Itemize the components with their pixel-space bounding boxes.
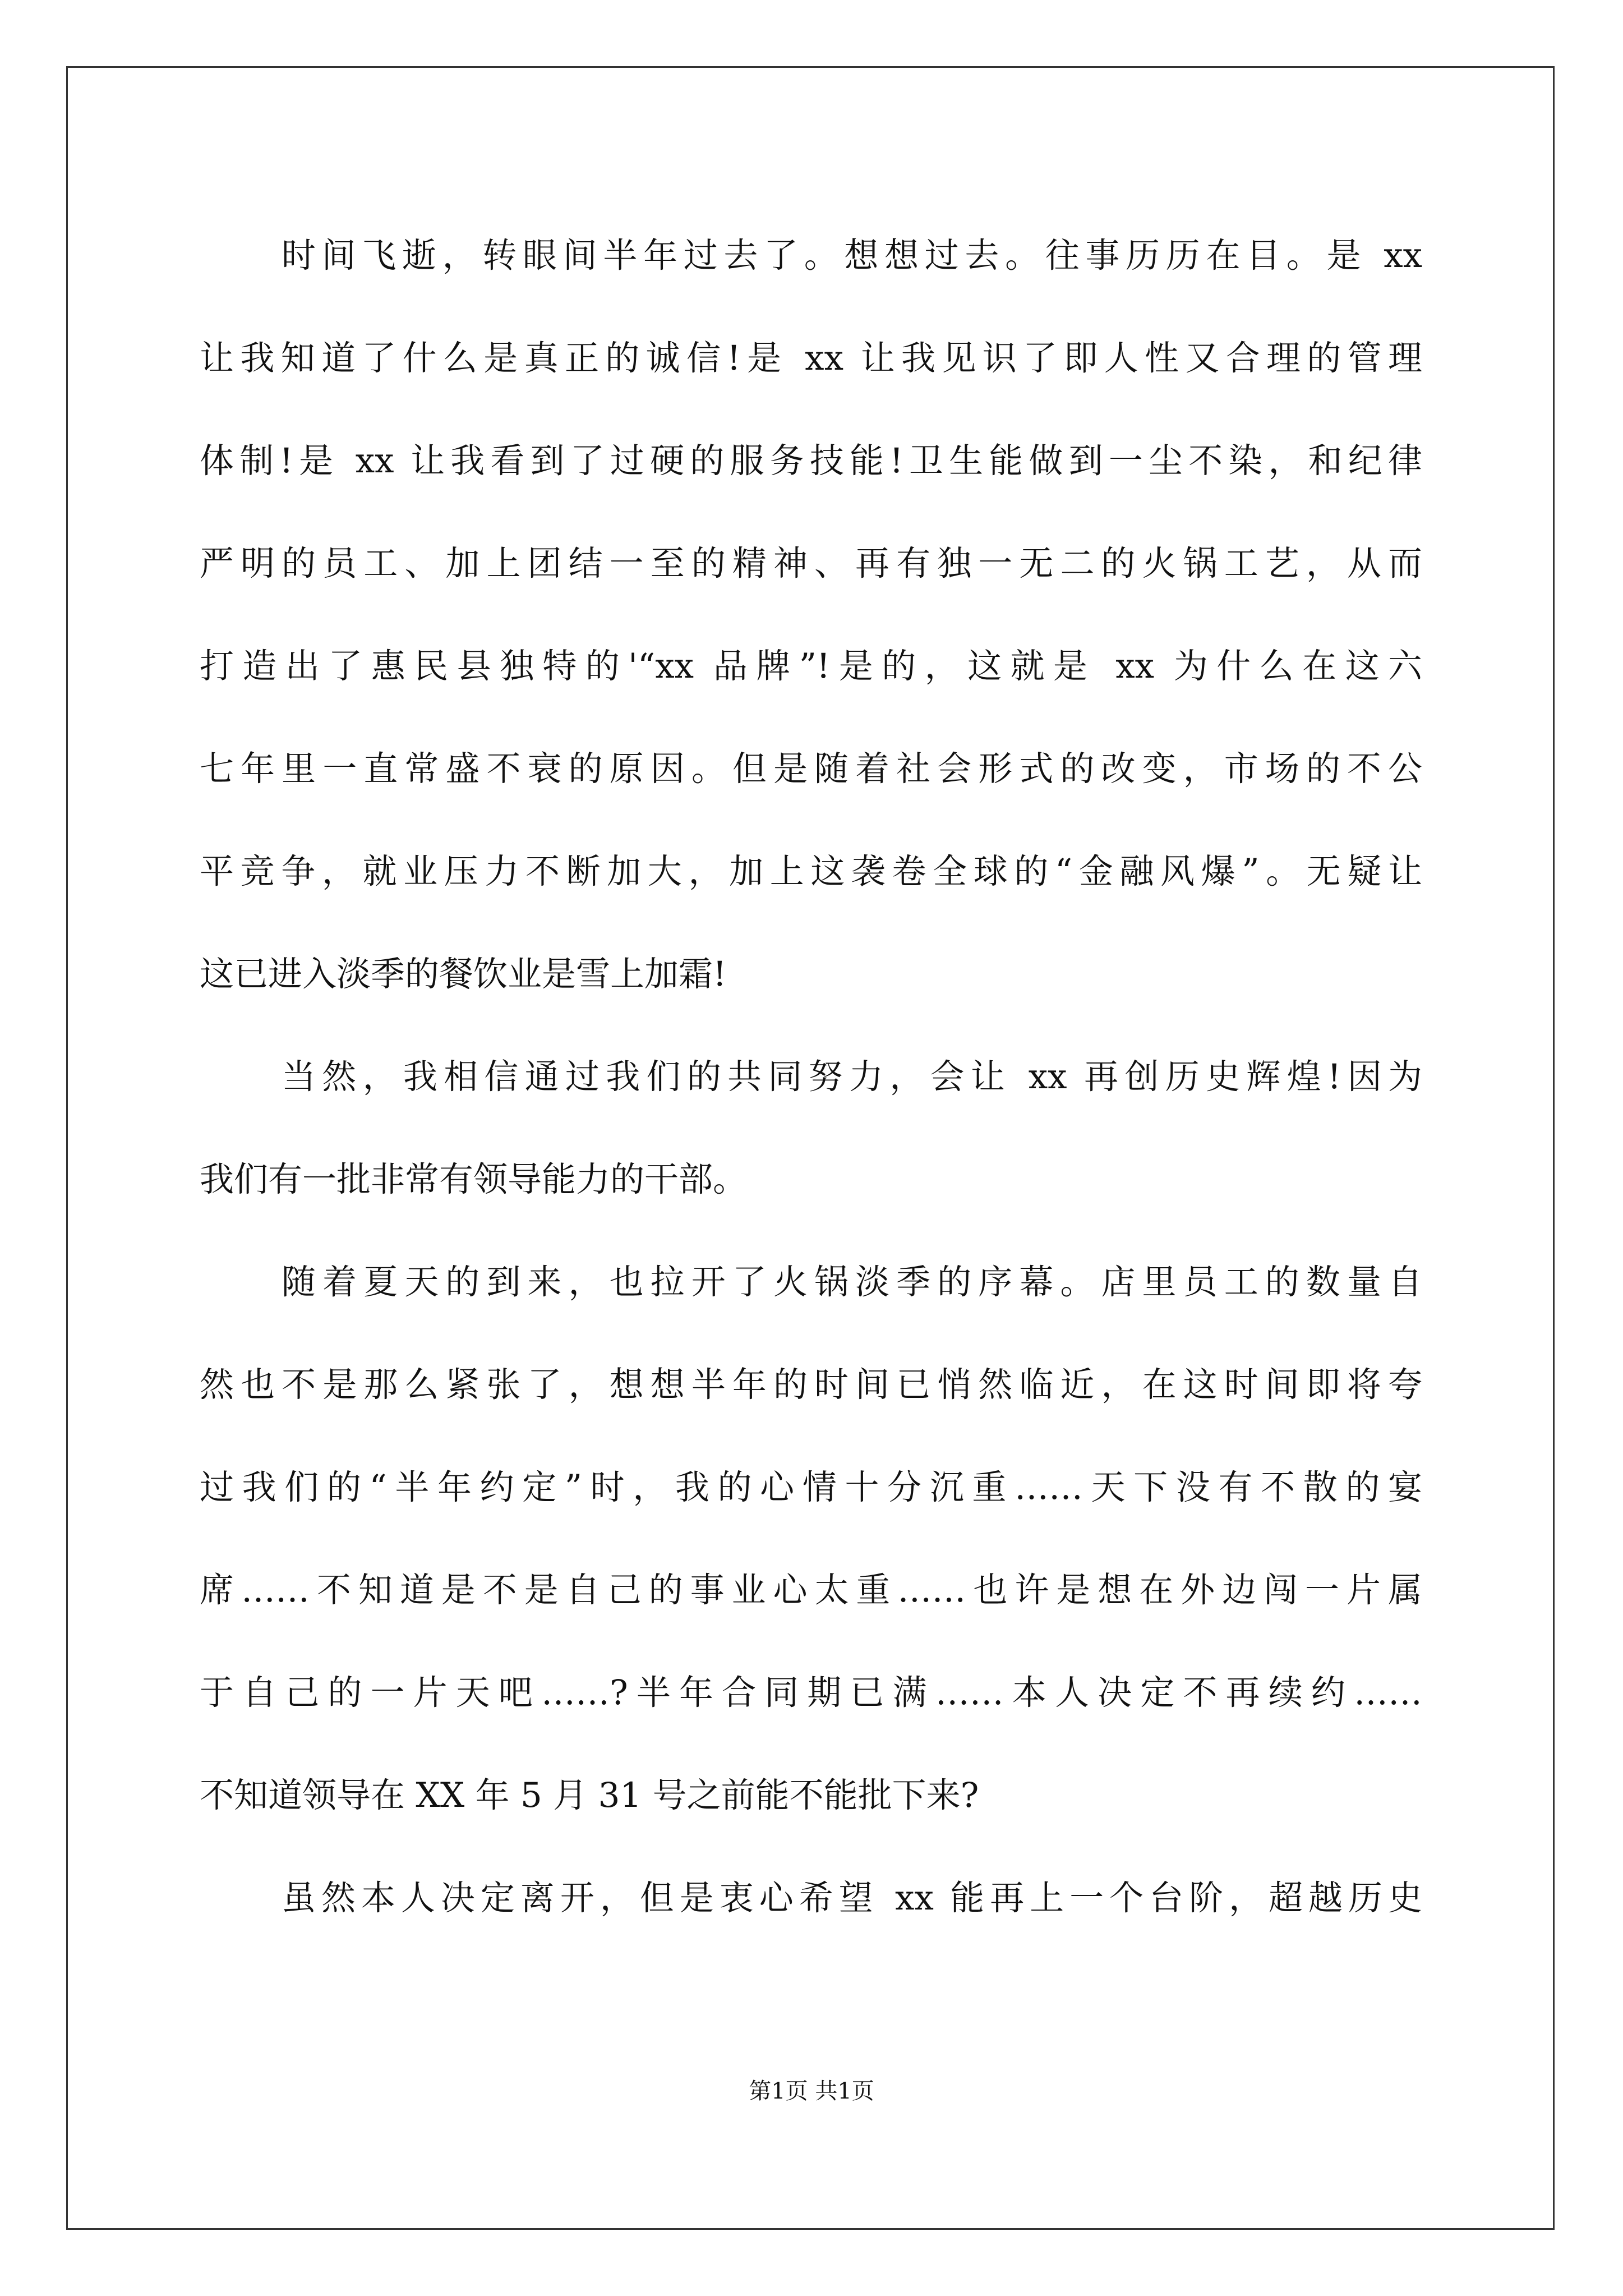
- paragraph-3-line-5: 于自己的一片天吧……?半年合同期已满……本人决定不再续约……: [200, 1673, 1422, 1713]
- paragraph-2-line-1: 当然，我相信通过我们的共同努力，会让 xx 再创历史辉煌!因为: [282, 1057, 1422, 1097]
- paragraph-1-line-3: 体制!是 xx 让我看到了过硬的服务技能!卫生能做到一尘不染，和纪律: [200, 441, 1422, 481]
- paragraph-1-line-4: 严明的员工、加上团结一至的精神、再有独一无二的火锅工艺，从而: [200, 544, 1422, 583]
- paragraph-1-line-2: 让我知道了什么是真正的诚信!是 xx 让我见识了即人性又合理的管理: [200, 338, 1422, 378]
- paragraph-3-line-6: 不知道领导在 XX 年 5 月 31 号之前能不能批下来?: [200, 1775, 979, 1815]
- paragraph-3-line-3: 过我们的“半年约定”时，我的心情十分沉重……天下没有不散的宴: [200, 1467, 1422, 1507]
- paragraph-1-line-1: 时间飞逝，转眼间半年过去了。想想过去。往事历历在目。是 xx: [282, 236, 1422, 275]
- page-footer: 第1页 共1页: [749, 2078, 874, 2104]
- paragraph-1-line-5: 打造出了惠民县独特的'“xx 品牌”!是的，这就是 xx 为什么在这六: [200, 646, 1422, 686]
- paragraph-3-line-2: 然也不是那么紧张了，想想半年的时间已悄然临近，在这时间即将夸: [200, 1365, 1422, 1405]
- paragraph-3-line-4: 席……不知道是不是自己的事业心太重……也许是想在外边闯一片属: [200, 1570, 1422, 1610]
- paragraph-3-line-1: 随着夏天的到来，也拉开了火锅淡季的序幕。店里员工的数量自: [282, 1262, 1422, 1302]
- paragraph-1-line-7: 平竞争，就业压力不断加大，加上这袭卷全球的“金融风爆”。无疑让: [200, 852, 1422, 891]
- paragraph-1-line-8: 这已进入淡季的餐饮业是雪上加霜!: [200, 954, 727, 994]
- paragraph-1-line-6: 七年里一直常盛不衰的原因。但是随着社会形式的改变，市场的不公: [200, 749, 1422, 789]
- paragraph-4-line-1: 虽然本人决定离开，但是衷心希望 xx 能再上一个台阶，超越历史: [282, 1878, 1422, 1918]
- paragraph-2-line-2: 我们有一批非常有领导能力的干部。: [200, 1159, 748, 1199]
